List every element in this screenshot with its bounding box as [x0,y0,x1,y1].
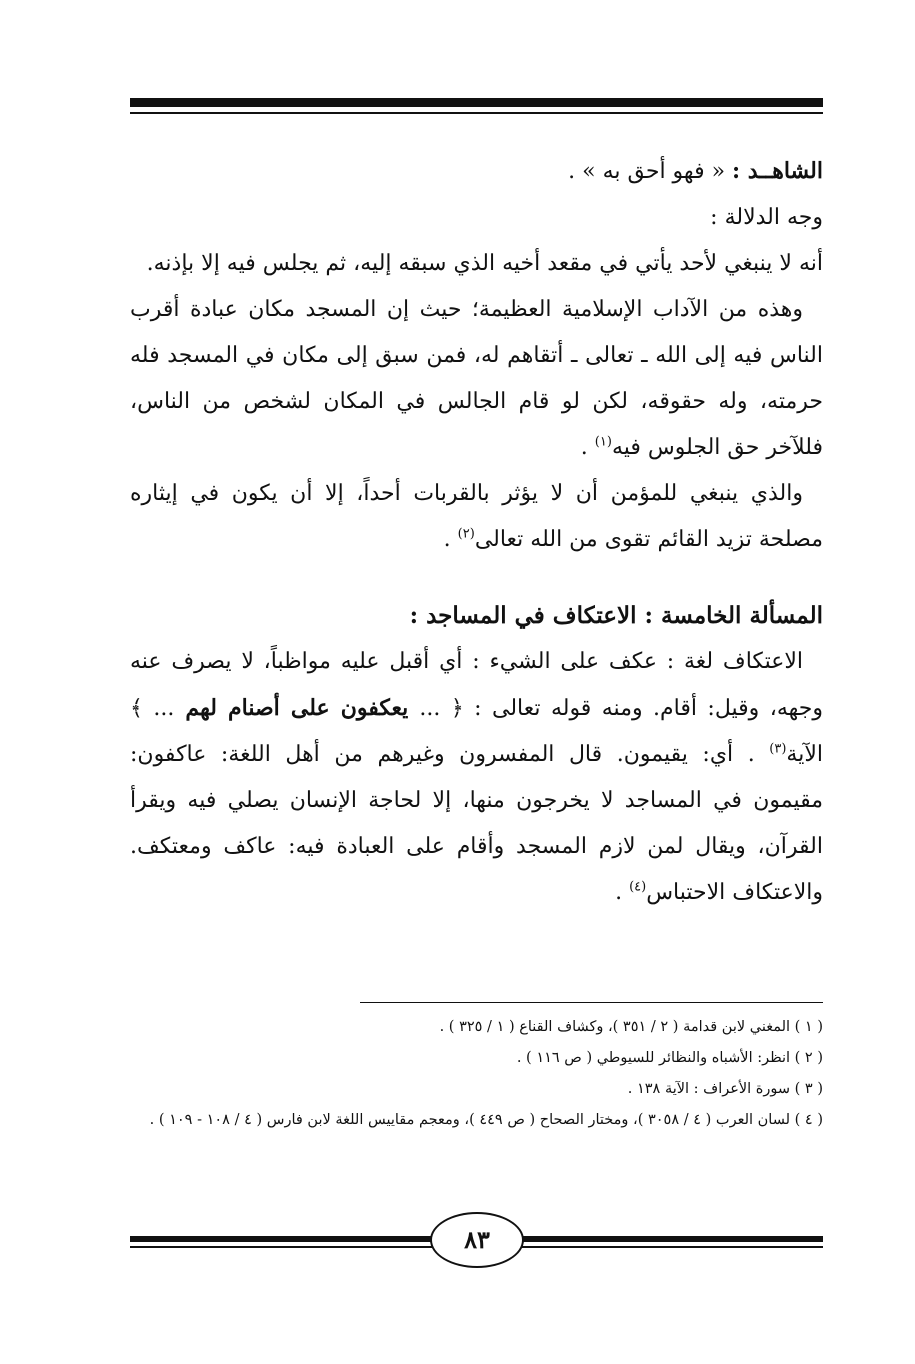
section-heading: المسألة الخامسة : الاعتكاف في المساجد : [409,602,823,629]
footnote-ref-3: (٣) [769,741,787,757]
evidence-text: « فهو أحق به » . [568,159,733,184]
itikaf-end: . [615,880,630,905]
preference-paragraph [130,471,823,563]
footnote-separator [360,1002,823,1003]
indication-paragraph: أنه لا ينبغي لأحد يأتي في مقعد أخيه الذي سبقه إليه، ثم يجلس فيه إلا بإذنه. [146,251,823,276]
footnotes [130,1012,823,1136]
itikaf-text-b: ... ﴾ الآية [130,696,823,767]
footnote-4: ( ٤ ) لسان العرب ( ٤ / ٣٠٥٨ )، ومختار الصحاح ( ص ٤٤٩ )، ومعجم مقاييس اللغة لابن فارس ( ٤ / ١٠٨ - ١٠٩ ) . [149,1112,823,1128]
footnote-ref-2: (٢) [457,526,475,542]
footnote-2: ( ٢ ) انظر: الأشباه والنظائر للسيوطي ( ص ١١٦ ) . [516,1050,823,1066]
etiquette-paragraph [130,287,823,471]
evidence-paragraph [130,148,823,195]
footnote-1: ( ١ ) المغني لابن قدامة ( ٢ / ٣٥١ )، وكشاف القناع ( ١ / ٣٢٥ ) . [439,1019,823,1035]
itikaf-paragraph [130,639,823,916]
preference-end: . [443,527,458,552]
itikaf-text-a: الاعتكاف لغة : عكف على الشيء : أي أقبل عليه مواظباً، لا يصرف عنه وجهه، وقيل: أقام. ومنه قوله تعالى : ﴿ ... [130,649,823,721]
page-number: ٨٣ [430,1212,524,1268]
etiquette-end: . [580,435,595,460]
itikaf-text-c: . أي: يقيمون. قال المفسرون وغيرهم من أهل اللغة: عاكفون: مقيمون في المساجد لا يخرجون منها، إلا لحاجة الإنسان يصلي فيه ويقرأ القرآن، ويقال لمن لازم المسجد وأقام على العبادة فيه: عاكف ومعتكف. والاعتكاف الاحتباس [130,742,823,905]
main-text [130,148,823,916]
preference-text: والذي ينبغي للمؤمن أن لا يؤثر بالقربات أحداً، إلا أن يكون في إيثاره مصلحة تزيد القائم تقوى من الله تعالى [130,481,823,552]
etiquette-text: وهذه من الآداب الإسلامية العظيمة؛ حيث إن المسجد مكان عبادة أقرب الناس فيه إلى الله ـ تعالى ـ أتقاهم له، فمن سبق إلى مكان في المسجد فله حرمته، وله حقوقه، لكن لو قام الجالس في المكان لشخص من الناس، فللآخر حق الجلوس فيه [130,297,824,460]
footnote-ref-1: (١) [594,434,612,450]
indication-label: وجه الدلالة : [710,205,823,230]
footnote-ref-4: (٤) [629,879,647,895]
footnote-3: ( ٣ ) سورة الأعراف : الآية ١٣٨ . [627,1081,823,1097]
evidence-label: الشاهــد : [732,158,823,184]
quran-verse: يعكفون على أصنام لهم [174,695,420,721]
